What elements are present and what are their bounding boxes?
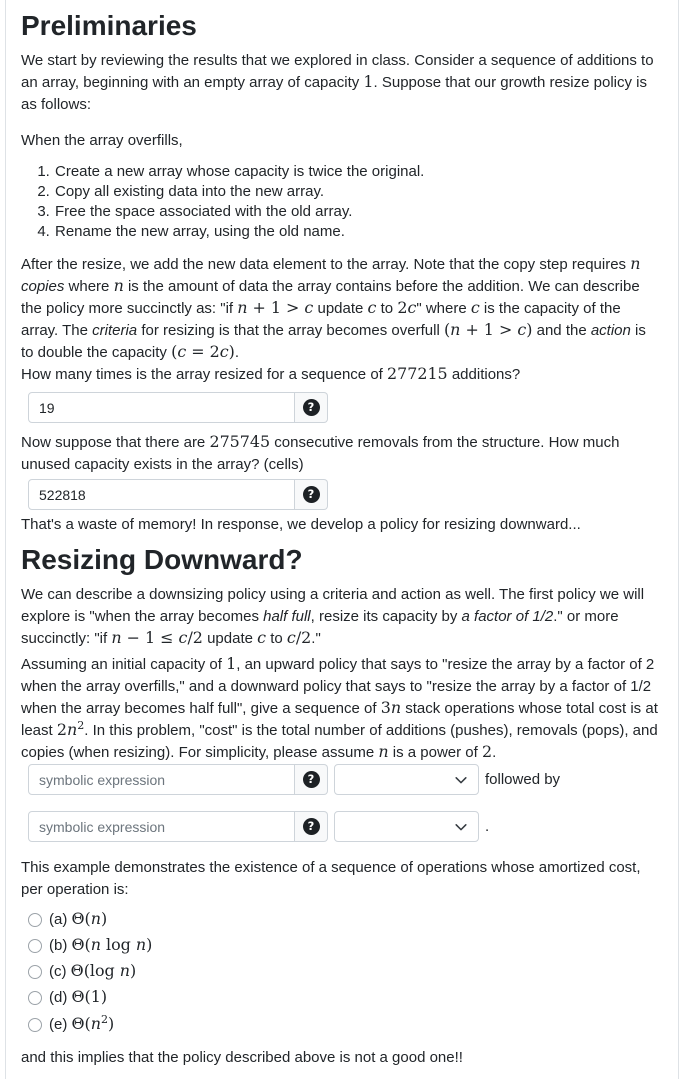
intro-paragraph: We start by reviewing the results that we explored in class. Consider a sequence of additions to an array, beginning with an empty array of capacity 1. Suppose that our growth resize policy is as follows:	[21, 52, 654, 113]
expression-row-2	[28, 811, 658, 842]
radio-button-c[interactable]	[28, 965, 42, 979]
symbolic-expression-input-1[interactable]	[28, 764, 295, 795]
unused-capacity-input[interactable]	[28, 479, 295, 510]
symbolic-expression-group-1	[28, 764, 328, 795]
option-d[interactable]: (d) Θ(1)	[28, 988, 658, 1008]
help-button[interactable]	[295, 764, 328, 795]
expression-row-1	[28, 764, 658, 795]
help-icon: ?	[303, 486, 320, 503]
resize-count-input[interactable]	[28, 392, 295, 423]
conclusion-text: and this implies that the policy described above is not a good one!!	[21, 1049, 463, 1066]
radio-button-d[interactable]	[28, 991, 42, 1005]
resize-count-input-group	[28, 392, 328, 423]
help-button[interactable]	[295, 479, 328, 510]
after-resize-paragraph: After the resize, we add the new data element to the array. Note that the copy step requires n copies where n is the amount of data the array contains before the addition. We can describe the policy more succinctly as: "if n + 1 > c update c to 2c" where c is the capacity of the array. The criteria for resizing is that the array becomes overfull (n + 1 > c) and the action is to double the capacity (c = 2c).	[21, 254, 646, 361]
overfill-lead: When the array overfills,	[21, 132, 183, 149]
help-icon: ?	[303, 399, 320, 416]
symbolic-expression-input-2[interactable]	[28, 811, 295, 842]
followed-by-text: followed by	[485, 771, 561, 788]
option-b[interactable]: (b) Θ(n log n)	[28, 936, 658, 956]
unused-capacity-input-group	[28, 479, 328, 510]
option-a[interactable]: (a) Θ(n)	[28, 910, 658, 930]
option-e[interactable]: (e) $\Theta(n^2)$	[28, 1014, 658, 1035]
question-panel	[5, 0, 679, 1079]
resize-step-3: 3. Free the space associated with the old array.	[54, 202, 658, 222]
sequence-task-paragraph: Assuming an initial capacity of 1, an upward policy that says to "resize the array by a factor of 2 when the array overfills," and a downward policy that says to "resize the array by a factor of 1/2 when the array becomes half full", give a sequence of 3n stack operations whose total cost is at least $2n^2$. In this problem, "cost" is the total number of additions (pushes), removals (pops), and copies (when resizing). For simplicity, please assume n is a power of 2.	[21, 654, 658, 761]
downsizing-policy-paragraph: We can describe a downsizing policy using a criteria and action as well. The first policy we will explore is "when the array becomes half full, resize its capacity by a factor of 1/2." or more succinctly: "if n − 1 ≤ c/2 update c to c/2."	[21, 586, 645, 647]
operation-select-1[interactable]	[334, 764, 479, 795]
amortized-cost-prompt: This example demonstrates the existence of a sequence of operations whose amortized cost, per operation is:	[21, 859, 641, 898]
preliminaries-heading: Preliminaries	[21, 10, 197, 41]
chevron-down-icon	[454, 820, 468, 834]
help-button[interactable]	[295, 811, 328, 842]
resize-step-4: 4. Rename the new array, using the old name.	[54, 222, 658, 242]
amortized-options-group	[21, 910, 658, 1035]
radio-button-e[interactable]	[28, 1018, 42, 1032]
resize-step-2: 2. Copy all existing data into the new array.	[54, 182, 658, 202]
chevron-down-icon	[454, 773, 468, 787]
resize-steps-list	[21, 162, 658, 242]
resize-count-question: How many times is the array resized for a sequence of 277215 additions?	[21, 364, 521, 383]
resize-step-1: 1. Create a new array whose capacity is twice the original.	[54, 162, 658, 182]
radio-button-b[interactable]	[28, 939, 42, 953]
help-icon: ?	[303, 818, 320, 835]
operation-select-2[interactable]	[334, 811, 479, 842]
radio-button-a[interactable]	[28, 913, 42, 927]
help-icon: ?	[303, 771, 320, 788]
resizing-downward-heading: Resizing Downward?	[21, 544, 303, 575]
help-button[interactable]	[295, 392, 328, 423]
symbolic-expression-group-2	[28, 811, 328, 842]
memory-waste-note: That's a waste of memory! In response, we develop a policy for resizing downward...	[21, 516, 581, 533]
option-c[interactable]: (c) Θ(log n)	[28, 962, 658, 982]
unused-capacity-question: Now suppose that there are 275745 consecutive removals from the structure. How much unused capacity exists in the array? (cells)	[21, 432, 620, 473]
period-text: .	[485, 818, 490, 835]
